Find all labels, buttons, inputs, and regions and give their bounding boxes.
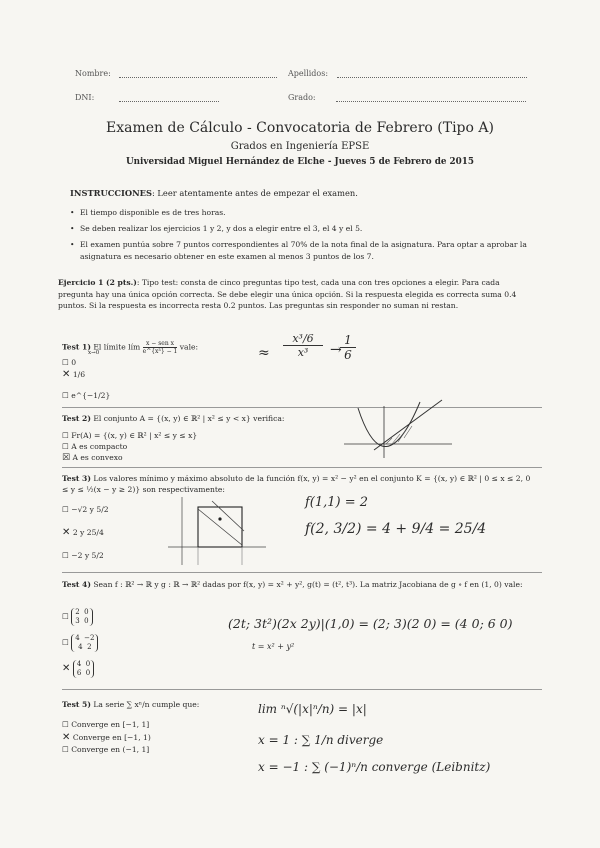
- test-5-option-a[interactable]: ☐ Converge en [−1, 1]: [62, 720, 150, 729]
- divider: [62, 689, 542, 690]
- test-1-label: Test 1): [62, 342, 91, 352]
- test-1-hand-num: x³/6: [283, 332, 323, 346]
- matrix-cell: −2: [84, 634, 95, 642]
- test-2-label: Test 2): [62, 414, 91, 423]
- test-4-option-b-matrix: [71, 634, 98, 652]
- ejercicio-1-statement: [58, 277, 536, 312]
- test-4-option-b[interactable]: ☐ 4 −2 4 2: [62, 634, 98, 652]
- test-3-option-b[interactable]: ✕ 2 y 25/4: [62, 527, 104, 538]
- test-3-question: [62, 473, 536, 495]
- test-4-stem: Sean f : ℝ² → ℝ y g : ℝ → ℝ² dadas por f(x, y) = x² + y², g(t) = (t², t³). La matriz Jacobiana de g ∘ f en (1, 0) vale:: [93, 580, 523, 589]
- dni-label: DNI:: [75, 93, 95, 102]
- test-4-option-a[interactable]: ☐ 2 0 3 0: [62, 608, 93, 626]
- test-5-stem: La serie ∑ xⁿ/n cumple que:: [93, 700, 200, 709]
- instruction-item: • Se deben realizar los ejercicios 1 y 2, y dos a elegir entre el 3, el 4 y el 5.: [70, 223, 540, 235]
- test-2-option-c[interactable]: ☒ A es convexo: [62, 453, 123, 463]
- grado-label: Grado:: [288, 93, 316, 102]
- test-4-hand-equation: (2t; 3t²)(2x 2y)|(1,0) = (2; 3)(2 0) = (4 0; 6 0): [228, 616, 513, 631]
- test-5-option-c[interactable]: ☐ Converge en (−1, 1]: [62, 745, 150, 754]
- test-1-hand-result-den: 6: [344, 348, 352, 362]
- ejercicio-1-label: Ejercicio 1 (2 pts.): [58, 278, 137, 287]
- matrix-cell: 2: [75, 608, 80, 616]
- test-5-option-a-text: Converge en [−1, 1]: [71, 720, 150, 729]
- matrix-cell: 4: [78, 643, 83, 651]
- test-3-option-a[interactable]: ☐ −√2 y 5/2: [62, 505, 109, 514]
- test-1-question: [62, 340, 198, 355]
- apellidos-field: [288, 68, 527, 78]
- test-2-option-a[interactable]: ☐ Fr(A) = {(x, y) ∈ ℝ² | x² ≤ y ≤ x}: [62, 431, 198, 440]
- test-1-option-a-text: 0: [71, 358, 77, 367]
- matrix-cell: 6: [76, 669, 82, 677]
- test-1-stem: El límite lím: [93, 342, 141, 352]
- grado-field: [288, 92, 526, 102]
- test-1-frac-num: x − sen x: [143, 340, 178, 348]
- test-5-hand-line-2: x = 1 : ∑ 1/n diverge: [258, 733, 384, 747]
- grado-blank: [336, 92, 526, 102]
- matrix-cell: 4: [75, 634, 80, 642]
- divider: [62, 572, 542, 573]
- test-1-hand-result: [340, 333, 356, 362]
- matrix-cell: 2: [87, 643, 92, 651]
- test-4-hand-sub: t = x² + y²: [252, 642, 295, 651]
- test-2-stem: El conjunto A = {(x, y) ∈ ℝ² | x² ≤ y < x} verifica:: [93, 414, 285, 423]
- test-3-label: Test 3): [62, 474, 91, 483]
- test-1-tail: vale:: [179, 342, 199, 352]
- test-3-option-c[interactable]: ☐ −2 y 5/2: [62, 551, 104, 560]
- matrix-cell: 0: [85, 660, 91, 668]
- test-1-hand-frac: [283, 332, 323, 359]
- test-1-fraction: [143, 340, 178, 355]
- instruction-item: • El examen puntúa sobre 7 puntos correspondientes al 70% de la nota final de la asignatura. Para optar a aprobar la asignatura es necesario obtener en este examen al menos 3 puntos de los 7.: [70, 239, 540, 263]
- instruction-item: • El tiempo disponible es de tres horas.: [70, 207, 540, 219]
- dni-field: [75, 92, 219, 102]
- test-5-hand-line-3: x = −1 : ∑ (−1)ⁿ/n converge (Leibnitz): [258, 760, 491, 774]
- university-line: Universidad Miguel Hernández de Elche - Jueves 5 de Febrero de 2015: [125, 157, 475, 167]
- instructions-heading: [70, 188, 358, 198]
- test-5-label: Test 5): [62, 700, 91, 709]
- test-2-question: [62, 414, 284, 423]
- test-4-question: [62, 579, 536, 590]
- nombre-field: [75, 68, 277, 78]
- test-3-sketch: [168, 497, 268, 567]
- instructions-list: [70, 207, 540, 267]
- apellidos-label: Apellidos:: [288, 69, 329, 78]
- test-4-option-a-matrix: [71, 608, 92, 626]
- test-1-lim-sub: x→0: [88, 350, 100, 356]
- apellidos-blank: [337, 68, 527, 78]
- test-1-hand-arrow: →: [330, 342, 342, 358]
- test-1-option-b-text: 1/6: [72, 370, 86, 379]
- exam-title: Examen de Cálculo - Convocatoria de Febrero (Tipo A): [106, 120, 494, 136]
- exam-subtitle: Grados en Ingeniería EPSE: [230, 141, 370, 152]
- divider: [62, 467, 542, 468]
- divider: [62, 407, 542, 408]
- matrix-cell: 4: [76, 660, 82, 668]
- test-2-option-b-text: A es compacto: [71, 442, 128, 451]
- test-1-hand-den: x³: [297, 346, 309, 359]
- test-2-option-c-text: A es convexo: [72, 453, 123, 462]
- test-1-frac-den: e^{x³} − 1: [142, 348, 178, 355]
- matrix-cell: 0: [84, 608, 89, 616]
- test-3-stem: Los valores mínimo y máximo absoluto de la función f(x, y) = x² − y² en el conjunto K = {(x, y) ∈ ℝ² | 0 ≤ x ≤ 2, 0 ≤ y ≤ ½(x − y ≥ 2)} son respectivamente:: [62, 474, 531, 494]
- instructions-text: : Leer atentamente antes de empezar el examen.: [151, 188, 358, 198]
- test-3-hand-line-2: f(2, 3/2) = 4 + 9/4 = 25/4: [305, 521, 487, 537]
- test-1-option-a[interactable]: ☐ 0: [62, 358, 77, 367]
- test-1-option-b[interactable]: ✕ 1/6: [62, 369, 86, 380]
- test-5-question: [62, 700, 199, 709]
- test-2-sketch: [344, 398, 454, 460]
- test-1-option-c[interactable]: ☐ e^{−1/2}: [62, 391, 111, 400]
- test-3-option-c-text: −2 y 5/2: [71, 551, 104, 560]
- test-3-option-a-text: −√2 y 5/2: [71, 505, 109, 514]
- test-3-option-b-text: 2 y 25/4: [72, 528, 104, 537]
- matrix-cell: 0: [84, 617, 89, 625]
- test-4-option-c-matrix: [73, 660, 94, 678]
- test-1-hand-result-num: 1: [340, 333, 356, 348]
- nombre-label: Nombre:: [75, 69, 111, 78]
- test-1-hand-approx: ≈: [258, 345, 270, 361]
- test-5-option-b-text: Converge en [−1, 1): [72, 733, 151, 742]
- test-5-option-b[interactable]: ✕ Converge en [−1, 1): [62, 732, 151, 743]
- test-5-option-c-text: Converge en (−1, 1]: [71, 745, 150, 754]
- test-4-option-c[interactable]: ✕ 4 0 6 0: [62, 660, 94, 678]
- matrix-cell: 3: [75, 617, 80, 625]
- matrix-cell: 0: [85, 669, 91, 677]
- test-2-option-a-text: Fr(A) = {(x, y) ∈ ℝ² | x² ≤ y ≤ x}: [71, 431, 198, 440]
- nombre-blank: [119, 68, 277, 78]
- test-5-hand-line-1: lim ⁿ√(|x|ⁿ/n) = |x|: [258, 702, 367, 716]
- test-4-label: Test 4): [62, 580, 91, 589]
- test-2-option-b[interactable]: ☐ A es compacto: [62, 442, 128, 451]
- ejercicio-1-text: : Tipo test: consta de cinco preguntas tipo test, cada una con tres opciones a elegir. Para cada pregunta hay una única opción correcta. Se debe elegir una única opción. Si la respuesta elegida es correcta suma 0.4 puntos. Si la respuesta es incorrecta resta 0.2 puntos. Las preguntas sin responder no suman ni restan.: [58, 278, 517, 310]
- test-1-option-c-text: e^{−1/2}: [71, 391, 111, 400]
- dni-blank: [119, 92, 219, 102]
- test-3-hand-line-1: f(1,1) = 2: [305, 495, 369, 510]
- instructions-label: INSTRUCCIONES: [70, 188, 152, 198]
